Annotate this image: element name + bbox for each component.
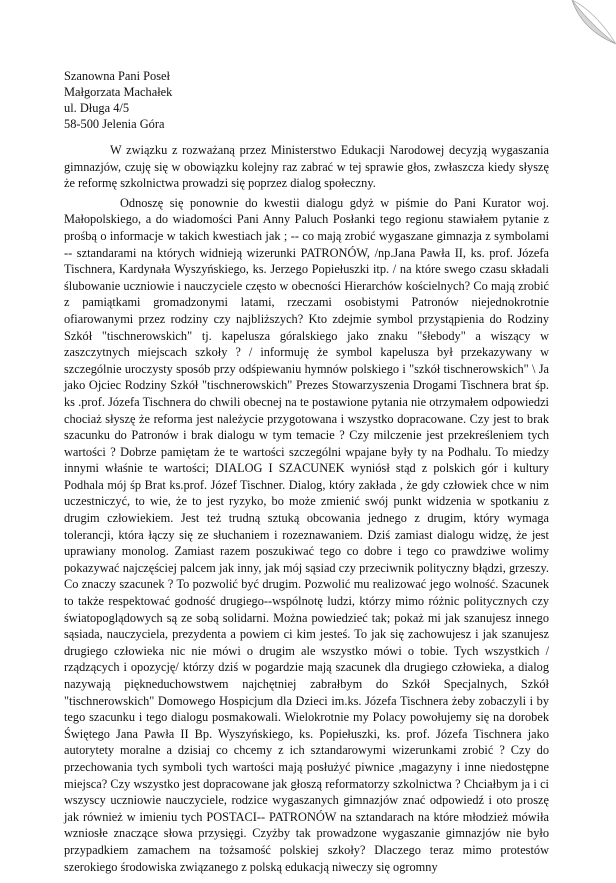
recipient-address	[64, 68, 172, 132]
recipient-street: ul. Długa 4/5	[64, 101, 130, 115]
paragraph-intro: W związku z rozważaną przez Ministerstwo Edukacji Narodowej decyzją wygaszania gimnazjów, czuję się w obowiązku kolejny raz zabrać w tej sprawie głos, zwłaszcza kiedy słyszę że reformę szkolnictwa prowadzi się poprzez dialog społeczny.	[64, 143, 549, 191]
page-curl-decoration	[552, 0, 616, 64]
paragraph-main: Odnoszę się ponownie do kwestii dialogu gdyż w piśmie do Pani Kurator woj. Małopolskiego, a do wiadomości Pani Anny Paluch Posłanki tego regionu stawiałem pytanie z prośbą o informacje w takich kwestiach jak ; -- co mają zrobić wygaszane gimnazja z symbolami -- sztandarami na których widnieją wizerunki PATRONÓW, /np.Jana Pawła II, ks. prof. Józefa Tischnera, Kardynała Wyszyńskiego, ks. Jerzego Popiełuszki itp. / na które swego czasu składali ślubowanie uczniowie i nauczyciele często w obecności Hierarchów kościelnych? Co mają zrobić z pamiątkami gromadzonymi latami, rzeczami osobistymi Patronów niejednokrotnie ofiarowanymi przez rodziny czy najbliższych? Kto zdejmie symbol przystąpienia do Rodziny Szkół "tischnerowskich" tj. kapelusza góralskiego jako znaku "śłebody" a wiszący w zaszczytnych miejscach szkoły ? / informuję że symbol kapelusza był przekazywany w szczególnie uroczysty sposób przy odśpiewaniu hymnów polskiego i "szkół tischnerowskich" \ Ja jako Ojciec Rodziny Szkół "tischnerowskich" Prezes Stowarzyszenia Drogami Tischnera brat śp. ks .prof. Józefa Tischnera do chwili obecnej na te postawione pytania nie otrzymałem odpowiedzi chociaż słyszę że reforma jest należycie przygotowana i wszystko dopracowane. Czy jest to brak szacunku do Patronów i brak dialogu w tym temacie ? Czy milczenie jest przekreśleniem tych wartości ? Dobrze pamiętam że te wartości szczególni wpajane były ty na Podhalu. To miedzy innymi właśnie te wartości; DIALOG I SZACUNEK wyniósł stąd z polskich gór i kultury Podhala mój śp Brat ks.prof. Józef Tischner. Dialog, który zakłada , że gdy człowiek chce w nim uczestniczyć, to wie, że to jest ryzyko, bo może zmienić swój punkt widzenia w spotkaniu z drugim człowiekiem. Jest też trudną sztuką obcowania jednego z drugim, który wymaga tolerancji, która łączy się ze słuchaniem i rozeznawaniem. Dziś zamiast dialogu widzę, że jest uprawiany monolog. Zamiast razem poszukiwać tego co dobre i tego co prawdziwe wolimy pokazywać najczęściej palcem jak inny, jak mój sąsiad czy przeciwnik polityczny błądzi, grzeszy. Co znaczy szacunek ? To pozwolić być drugim. Pozwolić mu realizować jego wolność. Szacunek to także respektować godność drugiego--wspólnotę ludzi, którzy mimo różnic politycznych czy światopoglądowych są ze sobą solidarni. Można powiedzieć tak; pokaż mi jak szanujesz innego sąsiada, nauczyciela, prezydenta a powiem ci kim jesteś. To jak się zachowujesz i jak szanujesz drugiego człowieka nic nie mówi o drugim ale wszystko mówi o tobie. Tych wszystkich / rządzących i opozycję/ którzy dziś w pogardzie mają szacunek dla drugiego człowieka, a dialog nazywają piękneduchowstwem najchętniej zabrałbym do Szkół Specjalnych, Szkół "tischnerowskich" Domowego Hospicjum dla Dzieci im.ks. Józefa Tischnera żeby zobaczyli i by tego szacunku i tego dialogu posmakowali. Wielokrotnie my Polacy powołujemy się na dorobek Świętego Jana Pawła II Bp. Wyszyńskiego, ks. Popiełuszki, ks. prof. Józefa Tischnera jako autorytety moralne a dzisiaj co chcemy z ich sztandarowymi wizerunkami zrobić ? Czy do przechowania tych symboli tych wartości mają posłużyć piwnice ,magazyny i inne niedostępne miejsca? Czy wszystko jest dopracowane jak głoszą reformatorzy szkolnictwa ? Chciałbym ja i ci wszyscy uczniowie nauczyciele, rodzice wygaszanych gimnazjów znać odpowiedź i oto proszę jak również w imieniu tych POSTACI-- PATRONÓW na sztandarach na które młodzież mówiła wzniosłe znaczące słowa przysięgi. Czyżby tak prowadzone wygaszanie gimnazjów nie było przypadkiem zamachem na tożsamość polskiej szkoły? Dlaczego teraz mimo protestów szerokiego środowiska związanego z polską edukacją niweczy się ogromny	[64, 195, 549, 874]
recipient-name: Małgorzata Machałek	[64, 85, 173, 99]
letter-body	[64, 142, 549, 878]
recipient-city: 58-500 Jelenia Góra	[64, 117, 165, 131]
recipient-salutation: Szanowna Pani Poseł	[64, 69, 170, 83]
